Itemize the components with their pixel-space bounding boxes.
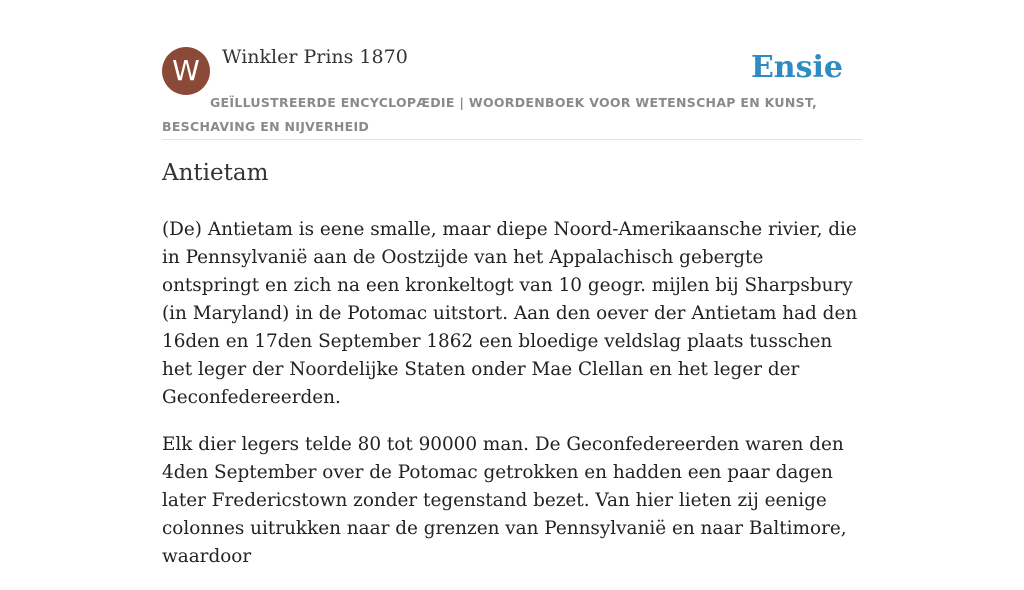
ensie-logo-link[interactable]: Ensie	[750, 50, 843, 85]
article-paragraph: (De) Antietam is eene smalle, maar diepe Noord-Amerikaansche rivier, die in Pennsylvanië aan de Oostzijde van het Appalachisch gebergte ontspringt en zich na een kronkeltogt van 10 geogr. mijlen bij Sharpsbury (in Maryland) in de Potomac uitstort. Aan den oever der Antietam had den 16den en 17den September 1862 een bloedige veldslag plaats tusschen het leger der Noordelijke Staten onder Mae Clellan en het leger der Geconfedereerden.	[162, 219, 858, 408]
article-paragraph: Elk dier legers telde 80 tot 90000 man. De Geconfedereerden waren den 4den September over de Potomac getrokken en hadden een paar dagen later Fredericstown zonder tegenstand bezet. Van hier lieten zij eenige colonnes uitrukken naar de grenzen van Pennsylvanië en naar Baltimore, waardoor	[162, 434, 847, 567]
source-avatar[interactable]: W	[162, 47, 210, 95]
article-title: Antietam	[162, 160, 269, 186]
article-body	[162, 216, 862, 590]
source-title[interactable]: Winkler Prins 1870	[222, 46, 408, 68]
source-header	[162, 44, 862, 140]
source-description: GEÏLLUSTREERDE ENCYCLOPÆDIE | WOORDENBOEK VOOR WETENSCHAP EN KUNST, BESCHAVING EN NIJVERHEID	[162, 95, 818, 134]
